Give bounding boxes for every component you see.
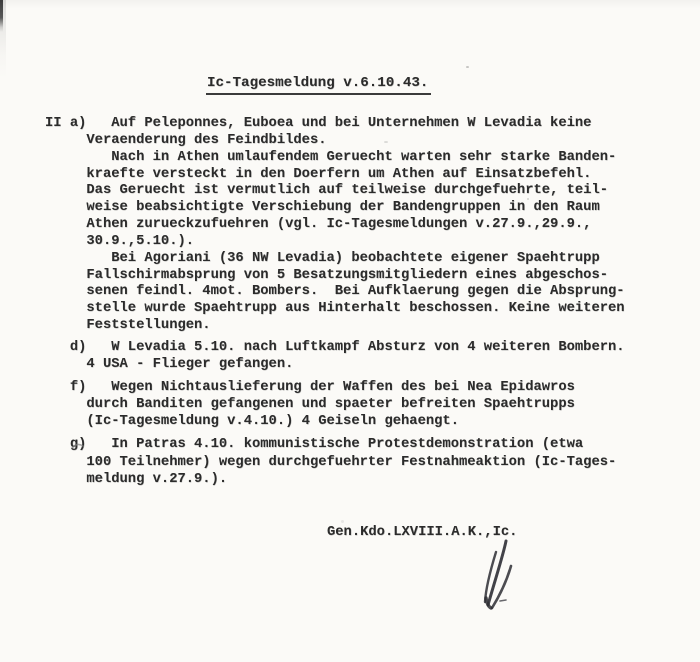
paragraph-d xyxy=(45,339,625,373)
text-line: durch Banditen gefangenen und spaeter befreiten Spaehtrupps xyxy=(45,397,575,412)
text-line: Fallschirmabsprung von 5 Besatzungsmitgliedern eines abgeschos- xyxy=(45,267,609,283)
text-line: Feststellungen. xyxy=(45,318,211,334)
document-title: Ic-Tagesmeldung v.6.10.43. xyxy=(206,74,431,95)
scan-edge-artifact xyxy=(0,0,3,32)
text-line: senen feindl. 4mot. Bombers. Bei Aufklaerung gegen die Absprung- xyxy=(45,284,625,300)
text-line: f) Wegen Nichtauslieferung der Waffen des bei Nea Epidawros xyxy=(45,380,575,395)
text-line: stelle wurde Spaehtrupp aus Hinterhalt beschossen. Keine weiteren xyxy=(45,301,625,317)
text-line: 30.9.,5.10.). xyxy=(45,233,195,249)
text-line: kraefte versteckt in den Doerfern um Athen auf Einsatzbefehl. xyxy=(45,166,592,182)
text-line: II a) Auf Peleponnes, Euboea und bei Unternehmen W Levadia keine xyxy=(45,116,592,131)
paragraph-g xyxy=(45,436,616,489)
text-line: g) In Patras 4.10. kommunistische Protestdemonstration (etwa xyxy=(45,437,584,452)
text-line: meldung v.27.9.). xyxy=(45,472,228,487)
text-line: Athen zurueckzufuehren (vgl. Ic-Tagesmeldungen v.27.9.,29.9., xyxy=(45,217,592,233)
text-line: weise beabsichtigte Verschiebung der Bandengruppen in den Raum xyxy=(45,200,600,216)
pen-mark xyxy=(70,440,88,452)
scan-speck xyxy=(466,66,469,68)
scan-speck xyxy=(560,306,563,308)
handwritten-signature xyxy=(470,533,525,618)
text-line: d) W Levadia 5.10. nach Luftkampf Absturz von 4 weiteren Bombern. xyxy=(45,340,625,355)
paragraph-f xyxy=(45,379,575,430)
scan-speck xyxy=(527,198,529,200)
text-line: Das Geruecht ist vermutlich auf teilweise durchgefuehrte, teil- xyxy=(45,183,609,199)
text-line: Bei Agoriani (36 NW Levadia) beobachtete eigener Spaehtrupp xyxy=(45,250,600,266)
unit-signoff: Gen.Kdo.LXVIII.A.K.,Ic. xyxy=(327,525,518,540)
text-line: Veraenderung des Feindbildes. xyxy=(45,132,327,148)
text-line: (Ic-Tagesmeldung v.4.10.) 4 Geiseln gehaengt. xyxy=(45,414,459,429)
scan-speck xyxy=(384,141,388,143)
text-line: 4 USA - Flieger gefangen. xyxy=(45,357,294,372)
paragraph-II-a xyxy=(45,116,625,335)
scan-speck xyxy=(341,520,344,523)
text-line: 100 Teilnehmer) wegen durchgefuehrter Festnahmeaktion (Ic-Tages- xyxy=(45,454,617,470)
text-line: Nach in Athen umlaufendem Geruecht warten sehr starke Banden- xyxy=(45,149,617,165)
